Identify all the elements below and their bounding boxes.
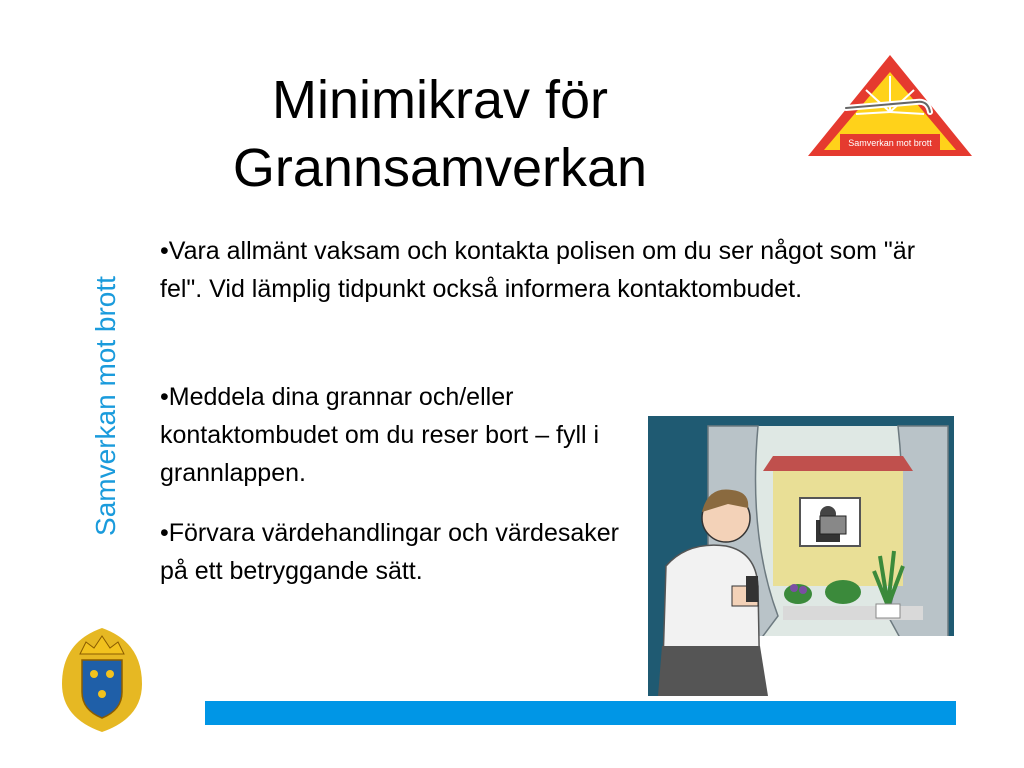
title-line-2: Grannsamverkan (232, 138, 648, 198)
triangle-warning-logo-icon (806, 52, 974, 160)
bullet-2: •Meddela dina grannar och/eller kontaktombudet om du reser bort – fyll i grannlappen. (160, 383, 600, 487)
burglary-illustration-icon (648, 416, 954, 696)
side-label: Samverkan mot brott (90, 276, 121, 536)
bullet-1: •Vara allmänt vaksam och kontakta polisen om du ser något som "är fel". Vid lämplig tidpunkt också informera kontaktombudet. (160, 237, 916, 303)
logo-text: Samverkan mot brott (848, 138, 932, 148)
swedish-police-crest-icon (58, 622, 146, 734)
accent-bar (205, 701, 956, 725)
title-line-1: Minimikrav för (271, 70, 609, 130)
bullet-3: •Förvara värdehandlingar och värdesaker på ett betryggande sätt. (160, 519, 619, 585)
slide-title (150, 66, 730, 202)
